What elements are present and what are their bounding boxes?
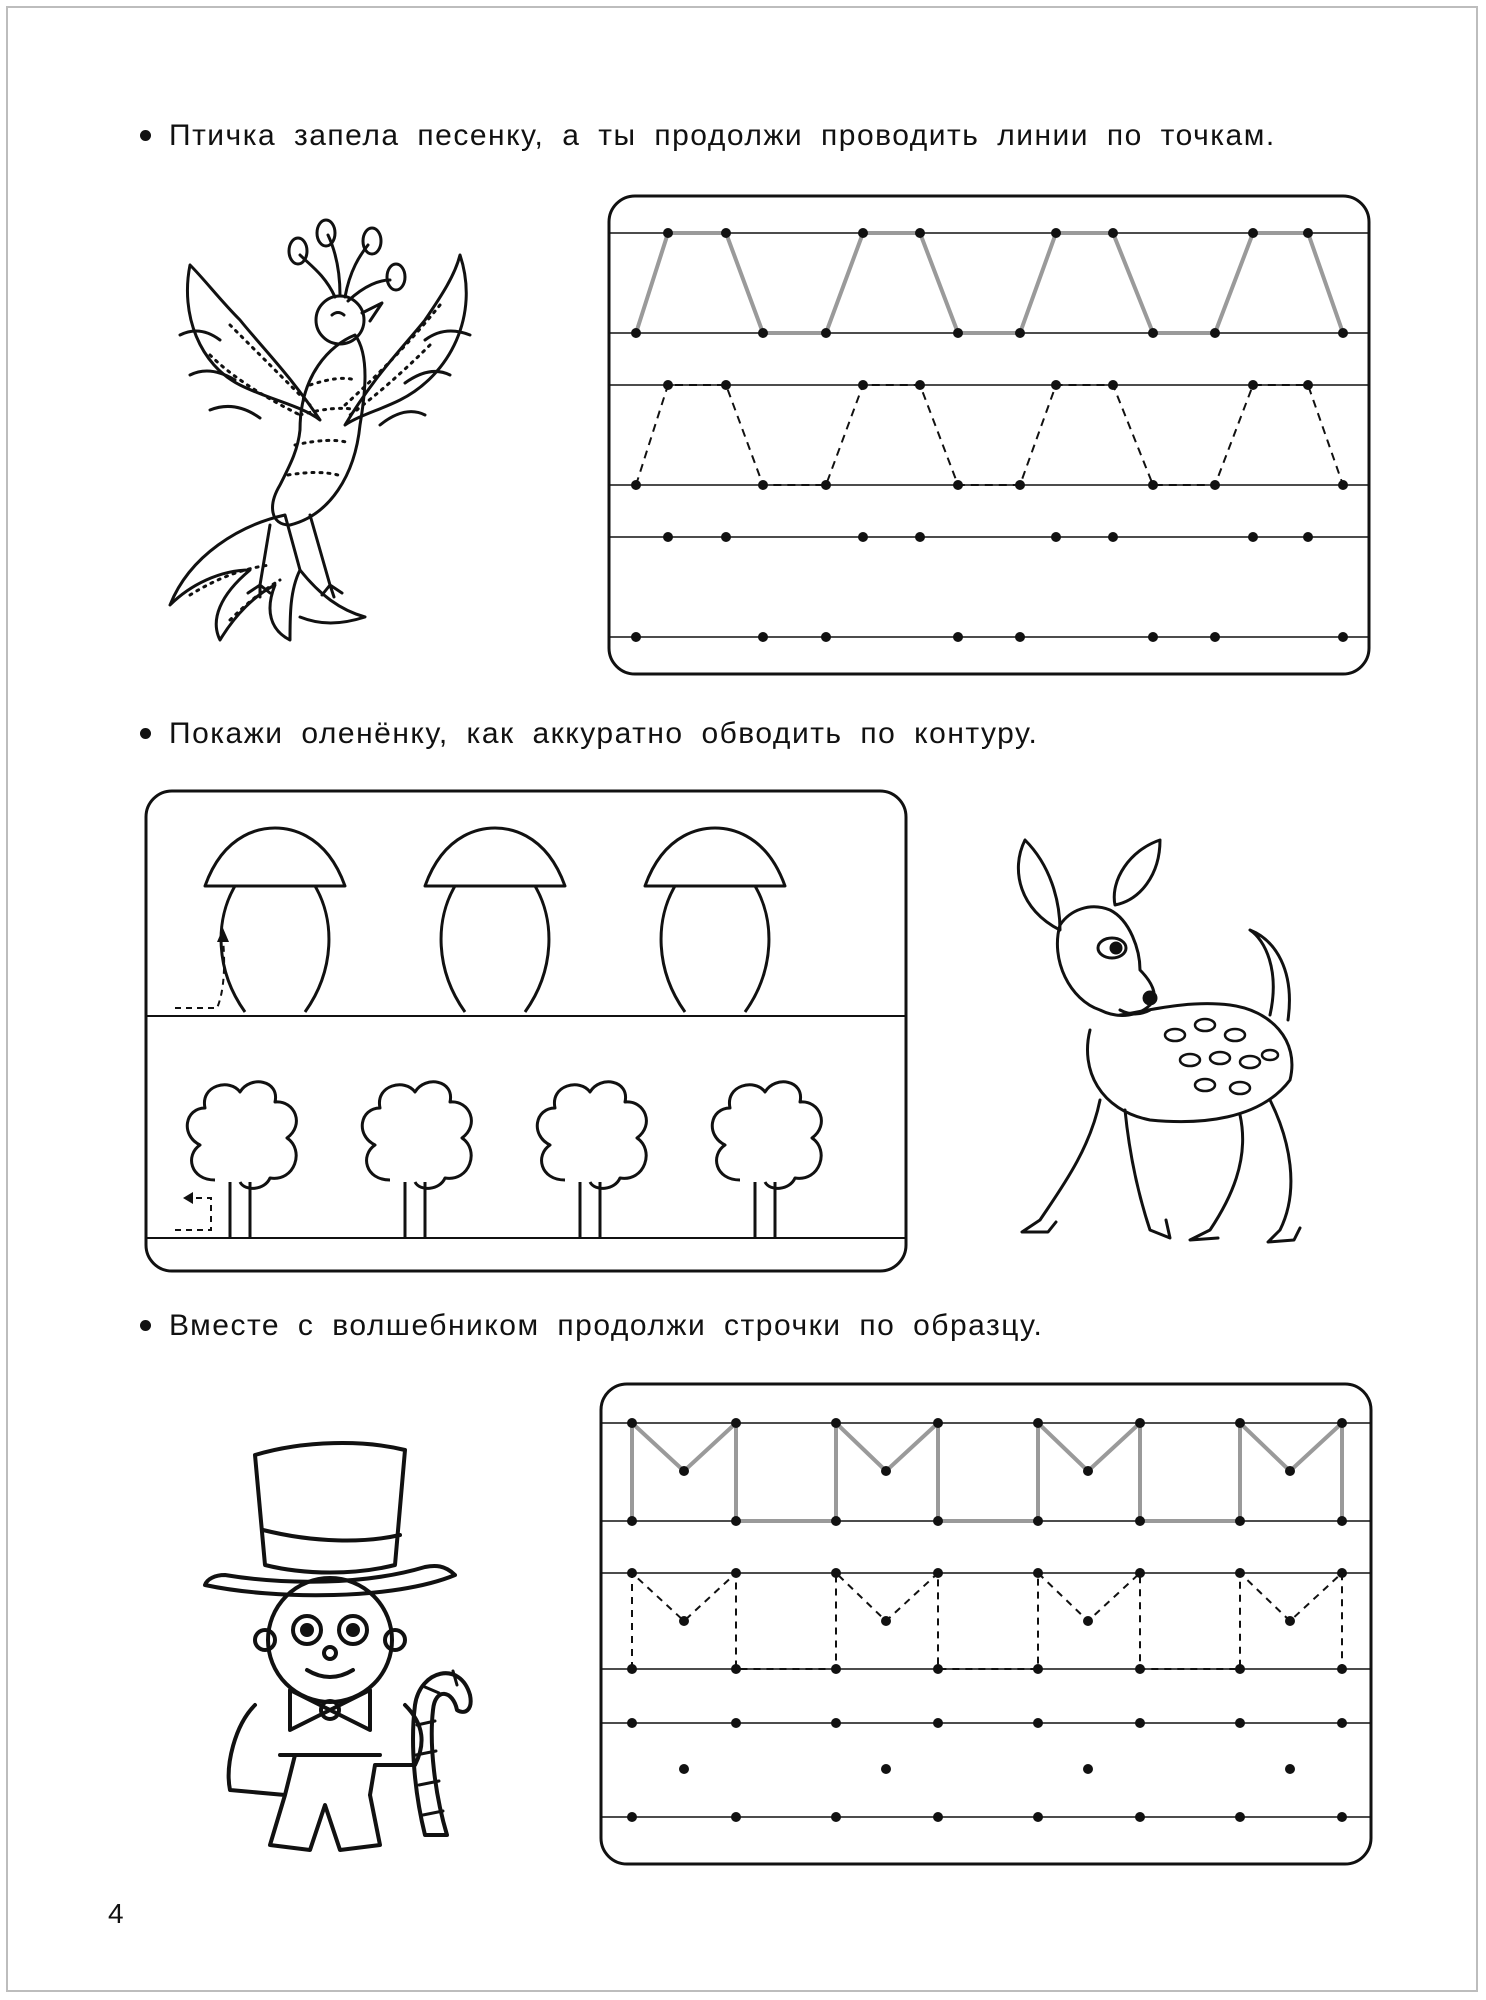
m-sample-row <box>632 1423 1342 1521</box>
contour-exercise-panel <box>145 790 907 1272</box>
bird-tail <box>170 515 300 640</box>
wizard-illustration <box>195 1425 535 1865</box>
task-1-text: Птичка запела песенку, а ты продолжи проводить линии по точкам. <box>169 119 1276 152</box>
task-2-text: Покажи оленёнку, как аккуратно обводить по контуру. <box>169 717 1039 750</box>
page-number: 4 <box>108 1898 124 1929</box>
deer-head <box>1057 907 1154 1016</box>
bird-head <box>316 296 364 344</box>
mushroom-3 <box>645 828 785 1012</box>
bird-left-wing <box>187 265 320 420</box>
mushroom-1 <box>205 828 345 1012</box>
trapezoid-sample-row <box>636 233 1343 333</box>
bullet-icon <box>140 130 151 141</box>
bullet-icon <box>140 1320 151 1331</box>
m-dashed-row <box>632 1573 1342 1669</box>
bird-crest <box>300 235 390 301</box>
wizard-body <box>229 1705 422 1850</box>
wizard-hat <box>255 1443 405 1572</box>
task-3-text: Вместе с волшебником продолжи строчки по образцу. <box>169 1309 1044 1342</box>
bird-illustration <box>150 225 480 645</box>
bullet-icon <box>140 728 151 739</box>
trapezoid-dashed-row <box>636 385 1343 485</box>
tree-3 <box>537 1082 646 1238</box>
deer-body <box>1088 1004 1292 1122</box>
tree-1 <box>187 1082 296 1238</box>
tree-4 <box>712 1082 821 1238</box>
m-pattern-exercise-panel <box>600 1383 1372 1865</box>
mushroom-2 <box>425 828 565 1012</box>
task-3-instruction <box>140 1308 1043 1344</box>
m-dots-row <box>627 1718 1347 1822</box>
tree-2 <box>362 1082 471 1238</box>
deer-illustration <box>1000 820 1340 1260</box>
wizard-bow <box>290 1690 370 1730</box>
task-1-instruction <box>140 118 1276 154</box>
mushroom-start-arrow <box>175 940 224 1008</box>
trapezoid-exercise-panel <box>608 195 1370 675</box>
trapezoid-dots-row <box>631 532 1348 642</box>
bird-body <box>273 335 365 525</box>
task-2-instruction <box>140 716 1038 752</box>
